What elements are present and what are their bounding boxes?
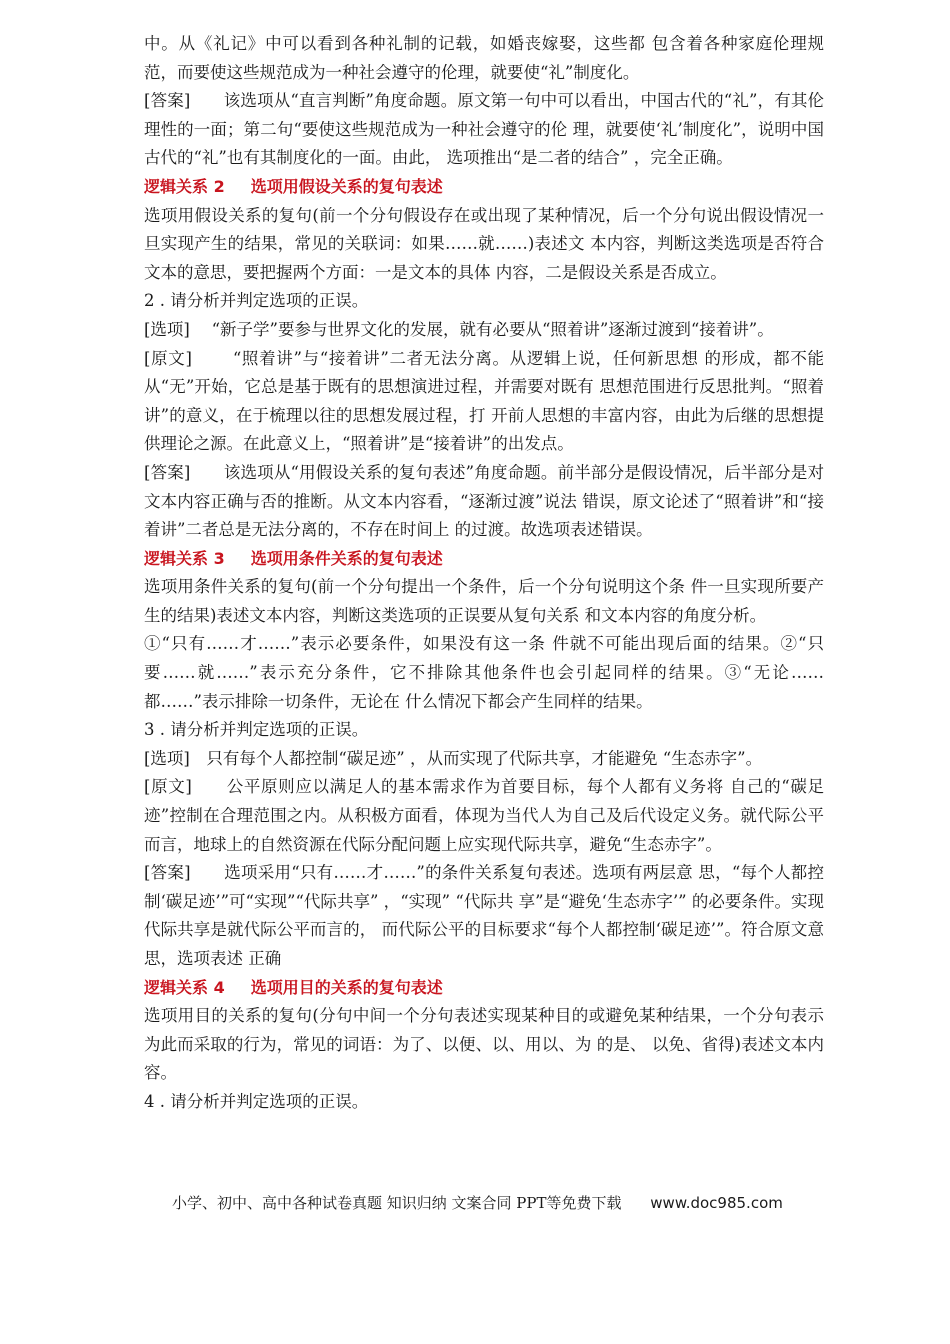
footer-url[interactable]: www.doc985.com (650, 1194, 783, 1212)
paragraph: [答案] 该选项从“用假设关系的复句表述”角度命题。前半部分是假设情况，后半部分是对文本内容正确与否的推断。从文本内容看，“逐渐过渡”说法 错误，原文论述了“照着讲”和“接着讲”二者总是无法分离的，不存在时间上 的过渡。故选项表述错误。 (144, 462, 824, 540)
paragraph: 2 . 请分析并判定选项的正误。 (144, 291, 369, 311)
paragraph: [选项] “新子学”要参与世界文化的发展，就有必要从“照着讲”逐渐过渡到“接着讲”。 (144, 319, 774, 339)
paragraph: 选项用目的关系的复句(分句中间一个分句表述实现某种目的或避免某种结果，一个分句表示为此而采取的行为，常见的词语：为了、以便、以、用以、为 的是、 以免、省得)表述文本内容。 (144, 1006, 824, 1083)
page-footer (172, 1192, 783, 1213)
paragraph: ①“只有……才……”表示必要条件，如果没有这一条 件就不可能出现后面的结果。②“只要……就……”表示充分条件，它不排除其他条件也会引起同样的结果。③“无论……都……”表示排除一切条件，无论在 什么情况下都会产生同样的结果。 (144, 634, 824, 711)
paragraph: [答案] 该选项从“直言判断”角度命题。原文第一句中可以看出，中国古代的“礼”，有其伦理性的一面；第二句“要使这些规范成为一种社会遵守的伦 理，就要使‘礼’制度化”，说明中国古代的“礼”也有其制度化的一面。由此， 选项推出“是二者的结合” ，完全正确。 (144, 91, 824, 168)
section-heading (144, 173, 824, 202)
paragraph: 3 . 请分析并判定选项的正误。 (144, 720, 369, 740)
paragraph: 中。从《礼记》中可以看到各种礼制的记载，如婚丧嫁娶，这些都 包含着各种家庭伦理规范，而要使这些规范成为一种社会遵守的伦理，就要使“礼”制度化。 (144, 34, 824, 82)
paragraph: [答案] 选项采用“只有……才……”的条件关系复句表述。选项有两层意 思，“每个人都控制‘碳足迹’”可“实现”“代际共享” ，“实现” “代际共 享”是“避免‘生态赤字’” 的必要条件。实现代际共享是就代际公平而言的， 而代际公平的目标要求“每个人都控制‘碳足迹’”。符合原文意思，选项表述 正确 (144, 863, 824, 968)
paragraph: [选项] 只有每个人都控制“碳足迹” ，从而实现了代际共享，才能避免 “生态赤字”。 (144, 748, 763, 768)
section-heading (144, 974, 824, 1003)
section-heading-number: 逻辑关系 3 (144, 548, 225, 568)
paragraph: 选项用条件关系的复句(前一个分句提出一个条件，后一个分句说明这个条 件一旦实现所要产生的结果)表述文本内容，判断这类选项的正误要从复句关系 和文本内容的角度分析。 (144, 577, 824, 625)
section-heading-title: 选项用假设关系的复句表述 (250, 176, 443, 196)
section-heading-title: 选项用目的关系的复句表述 (250, 977, 443, 997)
section-heading-number: 逻辑关系 2 (144, 176, 225, 196)
paragraph: 4 . 请分析并判定选项的正误。 (144, 1091, 369, 1111)
paragraph: [原文] 公平原则应以满足人的基本需求作为首要目标，每个人都有义务将 自己的“碳足迹”控制在合理范围之内。从积极方面看，体现为当代人为自己及后代设定义务。就代际公平而言，地球上的自然资源在代际分配问题上应实现代际共享，避免“生态赤字”。 (144, 777, 824, 854)
document-body (144, 30, 824, 1117)
section-heading-number: 逻辑关系 4 (144, 977, 225, 997)
section-heading (144, 545, 824, 574)
paragraph: 选项用假设关系的复句(前一个分句假设存在或出现了某种情况，后一个分句说出假设情况一旦实现产生的结果，常见的关联词：如果……就……)表述文 本内容，判断这类选项是否符合文本的意思，要把握两个方面：一是文本的具体 内容，二是假设关系是否成立。 (144, 205, 824, 282)
paragraph: [原文] “照着讲”与“接着讲”二者无法分离。从逻辑上说，任何新思想 的形成，都不能从“无”开始，它总是基于既有的思想演进过程，并需要对既有 思想范围进行反思批判。“照着讲”的意义，在于梳理以往的思想发展过程，打 开前人思想的丰富内容，由此为后继的思想提供理论之源。在此意义上，“照着讲”是“接着讲”的出发点。 (144, 348, 824, 454)
footer-text: 小学、初中、高中各种试卷真题 知识归纳 文案合同 PPT等免费下载 (172, 1194, 622, 1212)
section-heading-title: 选项用条件关系的复句表述 (250, 548, 443, 568)
